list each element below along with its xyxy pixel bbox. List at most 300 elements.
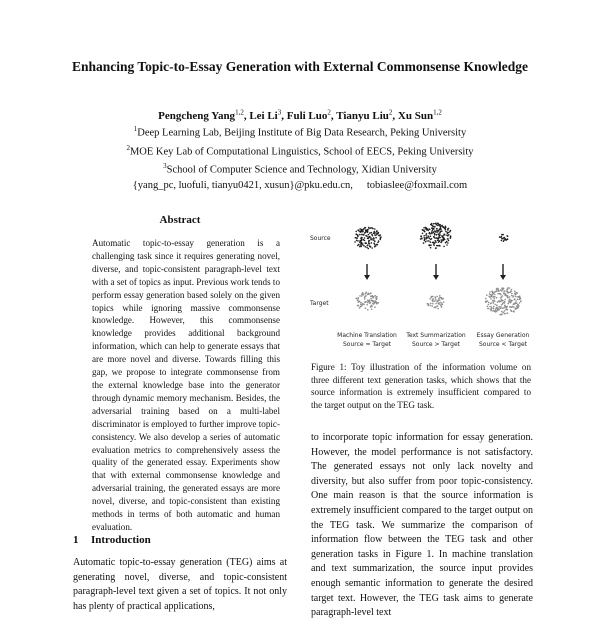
cluster-dot (424, 231, 426, 233)
cluster-dot (425, 241, 427, 243)
cluster-dot (362, 292, 364, 294)
cluster-dot (364, 240, 366, 242)
affiliations (60, 122, 540, 193)
task-relation: Source ≈ Target (342, 341, 392, 348)
cluster-dot (447, 229, 449, 231)
cluster-dot (519, 302, 521, 304)
cluster-dot (364, 298, 366, 300)
author: Tianyu Liu$^2$, (336, 108, 398, 122)
cluster-dot (439, 240, 441, 242)
cluster-dot (363, 228, 365, 230)
cluster-dot (431, 305, 433, 307)
cluster-dot (495, 309, 497, 311)
cluster-dot (430, 247, 432, 249)
cluster-dot (498, 309, 500, 311)
cluster-dot (367, 299, 369, 301)
cluster-dot (493, 306, 495, 308)
cluster-dot (496, 288, 498, 290)
arrow-down-icon (364, 275, 370, 280)
cluster-dot (508, 300, 510, 302)
cluster-dot (500, 314, 502, 316)
cluster-dot (509, 296, 511, 298)
cluster-dot (433, 243, 435, 245)
email-line (60, 178, 540, 193)
cluster-dot (501, 234, 503, 236)
cluster-dot (440, 229, 442, 231)
cluster-dot (360, 246, 362, 248)
cluster-dot (519, 297, 521, 299)
cluster-dot (501, 240, 503, 242)
cluster-dot (380, 234, 382, 236)
cluster-dot (367, 245, 369, 247)
cluster-dot (362, 294, 364, 296)
cluster-dot (485, 301, 487, 303)
cluster-dot (511, 293, 513, 295)
cluster-dot (371, 308, 373, 310)
cluster-dot (364, 297, 366, 299)
cluster-dot (377, 244, 379, 246)
cluster-dot (517, 307, 519, 309)
cluster-dot (501, 307, 503, 309)
cluster-dot (376, 234, 378, 236)
cluster-dot (366, 235, 368, 237)
cluster-dot (360, 240, 362, 242)
cluster-dot (434, 240, 436, 242)
cluster-dot (363, 304, 365, 306)
cluster-dot (356, 298, 358, 300)
cluster-dot (437, 238, 439, 240)
cluster-dot (371, 242, 373, 244)
cluster-dot (367, 294, 369, 296)
cluster-dot (357, 240, 359, 242)
cluster-dot (377, 232, 379, 234)
affiliation: $^1$Deep Learning Lab, Beijing Institute of Big Data Research, Peking University (133, 125, 467, 139)
cluster-dot (361, 295, 363, 297)
cluster-dot (491, 291, 493, 293)
cluster-dot (441, 230, 443, 232)
cluster-dot (517, 304, 519, 306)
cluster-dot (370, 298, 372, 300)
cluster-dot (368, 234, 370, 236)
cluster-dot (505, 309, 507, 311)
cluster-dot (445, 229, 447, 231)
cluster-dot (374, 235, 376, 237)
cluster-dot (373, 238, 375, 240)
cluster-dot (489, 306, 491, 308)
cluster-dot (497, 308, 499, 310)
cluster-dot (502, 288, 504, 290)
cluster-dot (507, 289, 509, 291)
cluster-dot (511, 295, 513, 297)
cluster-dot (368, 240, 370, 242)
cluster-dot (365, 242, 367, 244)
cluster-dot (355, 231, 357, 233)
cluster-dot (357, 300, 359, 302)
cluster-dot (506, 306, 508, 308)
cluster-dot (427, 304, 429, 306)
cluster-dot (438, 299, 440, 301)
cluster-dot (433, 236, 435, 238)
cluster-dot (492, 310, 494, 312)
cluster-dot (428, 240, 430, 242)
cluster-dot (370, 295, 372, 297)
cluster-dot (376, 298, 378, 300)
cluster-dot (430, 244, 432, 246)
cluster-dot (364, 232, 366, 234)
cluster-dot (369, 293, 371, 295)
cluster-dot (499, 293, 501, 295)
cluster-dot (369, 232, 371, 234)
cluster-dot (487, 306, 489, 308)
cluster-dot (491, 302, 493, 304)
cluster-dot (367, 237, 369, 239)
cluster-dot (507, 312, 509, 314)
cluster-dot (359, 234, 361, 236)
cluster-dot (373, 242, 375, 244)
cluster-dot (365, 230, 367, 232)
cluster-dot (501, 236, 503, 238)
cluster-dot (491, 308, 493, 310)
cluster-dot (365, 301, 367, 303)
cluster-dot (430, 235, 432, 237)
cluster-dot (427, 228, 429, 230)
cluster-dot (359, 295, 361, 297)
cluster-dot (422, 233, 424, 235)
cluster-dot (513, 310, 515, 312)
cluster-dot (442, 226, 444, 228)
cluster-dot (495, 310, 497, 312)
cluster-dot (372, 239, 374, 241)
cluster-dot (423, 242, 425, 244)
cluster-dot (366, 247, 368, 249)
cluster-dot (514, 290, 516, 292)
cluster-dot (355, 233, 357, 235)
cluster-dot (420, 238, 422, 240)
cluster-dot (434, 296, 436, 298)
cluster-dot (374, 306, 376, 308)
cluster-dot (424, 238, 426, 240)
cluster-dot (437, 301, 439, 303)
cluster-dot (488, 302, 490, 304)
cluster-dot (439, 237, 441, 239)
cluster-dot (431, 223, 433, 225)
cluster-dot (448, 228, 450, 230)
cluster-dot (435, 223, 437, 225)
cluster-dot (489, 308, 491, 310)
cluster-dot (372, 300, 374, 302)
cluster-dot (432, 227, 434, 229)
cluster-dot (361, 239, 363, 241)
cluster-dot (427, 230, 429, 232)
cluster-dot (496, 297, 498, 299)
cluster-dot (363, 245, 365, 247)
cluster-dot (427, 303, 429, 305)
cluster-dot (511, 289, 513, 291)
cluster-dot (450, 236, 452, 238)
cluster-dot (509, 306, 511, 308)
cluster-dot (370, 306, 372, 308)
cluster-dot (501, 304, 503, 306)
cluster-dot (515, 303, 517, 305)
cluster-dot (515, 292, 517, 294)
cluster-dot (504, 299, 506, 301)
cluster-dot (514, 307, 516, 309)
cluster-dot (358, 230, 360, 232)
cluster-dot (491, 306, 493, 308)
cluster-dot (507, 296, 509, 298)
cluster-dot (444, 234, 446, 236)
cluster-dot (369, 246, 371, 248)
cluster-dot (508, 292, 510, 294)
cluster-dot (429, 229, 431, 231)
cluster-dot (374, 228, 376, 230)
cluster-dot (372, 296, 374, 298)
cluster-dot (436, 228, 438, 230)
cluster-dot (504, 302, 506, 304)
task-relation: Source > Target (411, 341, 461, 348)
cluster-dot (518, 296, 520, 298)
cluster-dot (436, 230, 438, 232)
cluster-dot (504, 305, 506, 307)
cluster-dot (365, 246, 367, 248)
cluster-dot (446, 232, 448, 234)
cluster-dot (428, 233, 430, 235)
cluster-dot (371, 227, 373, 229)
cluster-dot (370, 239, 372, 241)
cluster-dot (446, 244, 448, 246)
cluster-dot (439, 295, 441, 297)
arrow-down-icon (433, 275, 439, 280)
cluster-dot (507, 238, 509, 240)
cluster-dot (374, 241, 376, 243)
cluster-dot (364, 237, 366, 239)
cluster-dot (510, 301, 512, 303)
cluster-dot (371, 247, 373, 249)
cluster-dot (440, 225, 442, 227)
cluster-dot (443, 246, 445, 248)
cluster-dot (493, 292, 495, 294)
paper-title: Enhancing Topic-to-Essay Generation with External Commonsense Knowledge (71, 59, 529, 74)
cluster-dot (434, 237, 436, 239)
cluster-dot (500, 308, 502, 310)
cluster-dot (370, 237, 372, 239)
cluster-dot (488, 304, 490, 306)
email[interactable]: tobiaslee@foxmail.com (366, 179, 468, 191)
cluster-dot (376, 296, 378, 298)
cluster-dot (361, 230, 363, 232)
source-label: Source (310, 235, 331, 242)
cluster-dot (520, 300, 522, 302)
cluster-dot (438, 245, 440, 247)
email[interactable]: {yang_pc, luofuli, tianyu0421, xusun}@pku.edu.cn, (132, 179, 353, 191)
author-list (60, 108, 540, 122)
cluster-dot (361, 305, 363, 307)
cluster-dot (372, 235, 374, 237)
cluster-dot (450, 230, 452, 232)
cluster-dot (377, 302, 379, 304)
cluster-dot (494, 304, 496, 306)
cluster-dot (500, 306, 502, 308)
cluster-dot (436, 245, 438, 247)
introduction-text: Automatic topic-to-essay generation (TEG) aims at generating novel, diverse, and topic-consistent paragraph-level text given a set of topics. It not only has plenty of practical applications, (73, 557, 287, 612)
cluster-dot (443, 238, 445, 240)
cluster-dot (360, 304, 362, 306)
cluster-dot (439, 234, 441, 236)
cluster-dot (357, 305, 359, 307)
cluster-dot (493, 308, 495, 310)
section-heading: 1 Introduction (73, 534, 151, 546)
cluster-dot (440, 227, 442, 229)
cluster-dot (447, 242, 449, 244)
cluster-dot (435, 231, 437, 233)
cluster-dot (515, 300, 517, 302)
cluster-dot (367, 231, 369, 233)
cluster-dot (435, 299, 437, 301)
cluster-dot (441, 302, 443, 304)
cluster-dot (435, 247, 437, 249)
cluster-dot (493, 302, 495, 304)
task-name: Machine Translation (337, 332, 397, 339)
cluster-dot (439, 231, 441, 233)
cluster-dot (361, 234, 363, 236)
cluster-dot (499, 236, 501, 238)
cluster-dot (357, 236, 359, 238)
cluster-dot (505, 295, 507, 297)
cluster-dot (370, 302, 372, 304)
cluster-dot (354, 241, 356, 243)
cluster-dot (515, 293, 517, 295)
cluster-dot (368, 248, 370, 250)
cluster-dot (366, 304, 368, 306)
cluster-dot (439, 299, 441, 301)
cluster-dot (368, 228, 370, 230)
cluster-dot (432, 242, 434, 244)
cluster-dot (503, 312, 505, 314)
abstract-heading: Abstract (159, 214, 201, 226)
cluster-dot (422, 229, 424, 231)
cluster-dot (378, 235, 380, 237)
cluster-dot (434, 226, 436, 228)
cluster-dot (502, 238, 504, 240)
cluster-dot (485, 298, 487, 300)
cluster-dot (432, 303, 434, 305)
cluster-dot (445, 226, 447, 228)
cluster-dot (420, 236, 422, 238)
cluster-dot (507, 303, 509, 305)
cluster-dot (515, 296, 517, 298)
cluster-dot (512, 296, 514, 298)
cluster-dot (368, 242, 370, 244)
cluster-dot (509, 287, 511, 289)
cluster-dot (510, 291, 512, 293)
cluster-dot (434, 300, 436, 302)
cluster-dot (357, 298, 359, 300)
cluster-dot (379, 239, 381, 241)
cluster-dot (437, 308, 439, 310)
author: Xu Sun$^{1,2}$ (397, 108, 442, 122)
cluster-dot (497, 293, 499, 295)
cluster-dot (437, 225, 439, 227)
cluster-dot (370, 232, 372, 234)
cluster-dot (374, 246, 376, 248)
cluster-dot (517, 299, 519, 301)
cluster-dot (513, 304, 515, 306)
cluster-dot (507, 287, 509, 289)
author: Pengcheng Yang$^{1,2}$, (158, 108, 250, 122)
cluster-dot (425, 228, 427, 230)
author: Lei Li$^3$, (249, 108, 287, 122)
cluster-dot (490, 294, 492, 296)
cluster-dot (365, 307, 367, 309)
cluster-dot (436, 305, 438, 307)
info-flow-illustration (308, 214, 533, 356)
cluster-dot (365, 227, 367, 229)
cluster-dot (440, 242, 442, 244)
cluster-dot (440, 304, 442, 306)
cluster-dot (376, 230, 378, 232)
cluster-dot (363, 234, 365, 236)
cluster-dot (374, 244, 376, 246)
figure-caption: Figure 1: Toy illustration of the information volume on three different text generation tasks, which shows that the source information is extremely insufficient compared to the target output on the TEG task. (311, 362, 531, 410)
cluster-dot (494, 298, 496, 300)
cluster-dot (431, 231, 433, 233)
cluster-dot (365, 295, 367, 297)
cluster-dot (490, 296, 492, 298)
affiliation: $^2$MOE Key Lab of Computational Linguistics, School of EECS, Peking University (126, 143, 474, 157)
abstract-text: Automatic topic-to-essay generation is a challenging task since it requires generating novel, diverse, and topic-consistent paragraph-level text with a set of topics as input. Previous work tends to perform essay generation based solely on the given topics while ignoring massive commonsense knowledge. However, this commonsense knowledge provides additional background information, which can help to generate essays that are more novel and diverse. Towards filling this gap, we propose to integrate commonsense from the external knowledge base into the generator through dynamic memory mechanism. Besides, the adversarial training based on a multi-label discriminator is employed to further improve topic-consistency. We also develop a series of automatic evaluation metrics to comprehensively assess the quality of the generated essay. Experiments show that with external commonsense knowledge and adversarial training, the generated essays are more novel, diverse, and topic-consistent than existing methods in terms of both automatic and human evaluation. (92, 238, 280, 532)
cluster-dot (370, 292, 372, 294)
cluster-dot (488, 308, 490, 310)
cluster-dot (502, 295, 504, 297)
cluster-dot (448, 240, 450, 242)
cluster-dot (425, 238, 427, 240)
body-text: to incorporate topic information for essay generation. However, the model performance is not satisfactory. The generated essays not only lack novelty and diversity, but also suffer from poor topic-consistency. One main reason is that the source information is extremely insufficient compared to the target output on the TEG task. We summarize the comparison of information flow between the TEG task and other generation tasks in Figure 1. In machine translation and text summarization, the source input provides enough semantic information to generate the desired target text. However, the TEG task aims to generate paragraph-level text (311, 432, 533, 619)
cluster-dot (374, 231, 376, 233)
cluster-dot (494, 294, 496, 296)
cluster-dot (441, 306, 443, 308)
cluster-dot (431, 230, 433, 232)
cluster-dot (498, 300, 500, 302)
cluster-dot (425, 234, 427, 236)
cluster-dot (435, 303, 437, 305)
cluster-dot (365, 292, 367, 294)
cluster-dot (439, 228, 441, 230)
cluster-dot (380, 236, 382, 238)
cluster-dot (375, 237, 377, 239)
cluster-dot (369, 300, 371, 302)
author: Fuli Luo$^2$, (286, 108, 337, 122)
cluster-dot (514, 298, 516, 300)
cluster-dot (444, 227, 446, 229)
cluster-dot (516, 296, 518, 298)
cluster-dot (430, 305, 432, 307)
cluster-dot (431, 224, 433, 226)
cluster-dot (362, 304, 364, 306)
cluster-dot (496, 304, 498, 306)
cluster-dot (433, 223, 435, 225)
cluster-dot (503, 291, 505, 293)
cluster-dot (442, 298, 444, 300)
cluster-dot (501, 311, 503, 313)
cluster-dot (511, 310, 513, 312)
affiliation: $^3$School of Computer Science and Technology, Xidian University (163, 162, 437, 176)
cluster-dot (486, 294, 488, 296)
cluster-dot (438, 233, 440, 235)
cluster-dot (429, 244, 431, 246)
cluster-dot (443, 301, 445, 303)
cluster-dot (445, 242, 447, 244)
cluster-dot (447, 238, 449, 240)
